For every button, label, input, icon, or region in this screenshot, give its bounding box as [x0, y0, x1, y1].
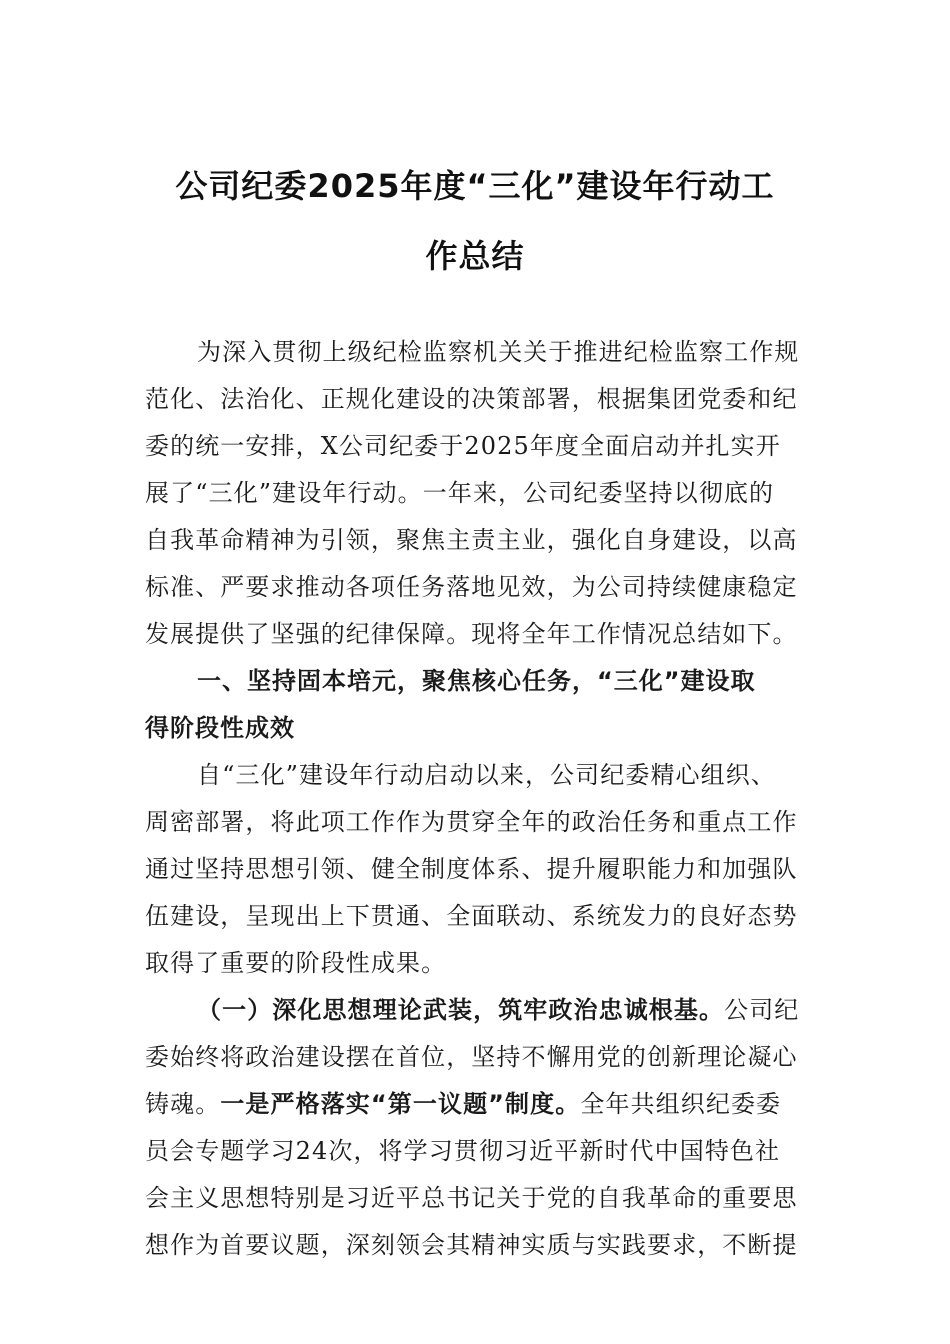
- paragraph-2-line-2: 周密部署，将此项工作作为贯穿全年的政治任务和重点工作: [145, 808, 798, 836]
- section-heading-1-line-2: 得阶段性成效: [145, 714, 295, 742]
- paragraph-2-line-1: 自“三化”建设年行动启动以来，公司纪委精心组织、: [197, 761, 776, 789]
- paragraph-1-line-1: 为深入贯彻上级纪检监察机关关于推进纪检监察工作规: [197, 338, 800, 366]
- paragraph-1-line-2: 范化、法治化、正规化建设的决策部署，根据集团党委和纪: [145, 385, 798, 413]
- paragraph-3-line-3-start: 铸魂。: [145, 1090, 221, 1118]
- paragraph-3-line-5: 会主义思想特别是习近平总书记关于党的自我革命的重要思: [145, 1184, 798, 1212]
- title-line-2: 作总结: [425, 237, 525, 275]
- paragraph-3-line-3-text: 全年共组织纪委委: [580, 1090, 782, 1118]
- paragraph-1-line-5: 自我革命精神为引领，聚焦主责主业，强化自身建设，以高: [145, 526, 798, 554]
- paragraph-3-line-2: 委始终将政治建设摆在首位，坚持不懈用党的创新理论凝心: [145, 1043, 798, 1071]
- paragraph-3-line-1-text: 公司纪: [724, 996, 800, 1024]
- paragraph-1-line-3: 委的统一安排，X公司纪委于2025年度全面启动并扎实开: [145, 432, 781, 460]
- subheading-1: （一）深化思想理论武装，筑牢政治忠诚根基。: [197, 996, 725, 1024]
- paragraph-1-line-4: 展了“三化”建设年行动。一年来，公司纪委坚持以彻底的: [145, 479, 775, 507]
- paragraph-3-line-1: [145, 990, 810, 1037]
- title-line-1: 公司纪委2025年度“三化”建设年行动工: [175, 167, 775, 205]
- paragraph-1-line-7: 发展提供了坚强的纪律保障。现将全年工作情况总结如下。: [145, 620, 798, 648]
- paragraph-3-line-6: 想作为首要议题，深刻领会其精神实质与实践要求，不断提: [145, 1231, 798, 1259]
- paragraph-2-line-3: 通过坚持思想引领、健全制度体系、提升履职能力和加强队: [145, 855, 798, 883]
- paragraph-1-line-6: 标准、严要求推动各项任务落地见效，为公司持续健康稳定: [145, 573, 798, 601]
- document-title: [140, 160, 810, 282]
- paragraph-2-line-5: 取得了重要的阶段性成果。: [145, 949, 447, 977]
- section-heading-1-line-1: 一、坚持固本培元，聚焦核心任务，“三化”建设取: [197, 667, 756, 695]
- paragraph-3-line-4: 员会专题学习24次，将学习贯彻习近平新时代中国特色社: [145, 1137, 781, 1165]
- paragraph-3-line-3: [145, 1084, 810, 1131]
- point-1-heading: 一是严格落实“第一议题”制度。: [220, 1090, 581, 1118]
- paragraph-2-line-4: 伍建设，呈现出上下贯通、全面联动、系统发力的良好态势: [145, 902, 798, 930]
- document-body: [145, 332, 810, 1272]
